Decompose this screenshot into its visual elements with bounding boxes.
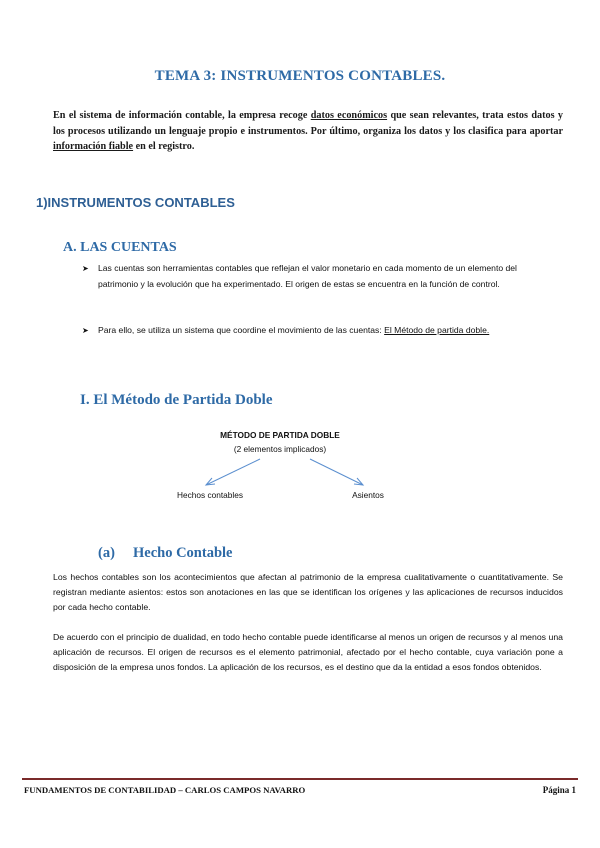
intro-link-datos: datos económicos: [310, 110, 388, 121]
diagram-subtitle: (2 elementos implicados): [233, 444, 327, 454]
section-heading-1: 1)INSTRUMENTOS CONTABLES: [36, 195, 235, 210]
footer-author: FUNDAMENTOS DE CONTABILIDAD – CARLOS CAMPOS NAVARRO: [24, 785, 306, 795]
intro-link-informacion: información fiable: [53, 141, 134, 152]
diagram-arrows: [190, 456, 380, 490]
intro-text-2: que sean relevantes, trata estos datos y los procesos utilizando un lenguaje propio e instrumentos. Por último, organiza los datos y los clasifica para aportar: [53, 110, 563, 137]
left-arrow-line: [206, 459, 260, 485]
arrow-bullet-icon: ➤: [82, 264, 89, 273]
intro-text-1: En el sistema de información contable, la empresa recoge: [53, 110, 311, 121]
arrow-bullet-icon: ➤: [82, 326, 89, 335]
section-heading-i: I. El Método de Partida Doble: [80, 392, 273, 408]
section-heading-a: A. LAS CUENTAS: [63, 240, 177, 255]
diagram-title: MÉTODO DE PARTIDA DOBLE: [220, 430, 340, 440]
bullet-text-part: Para ello, se utiliza un sistema que coordine el movimiento de las cuentas:: [98, 325, 385, 335]
bullet-item: [82, 323, 522, 339]
subsection-heading: [98, 545, 232, 562]
paragraph: Los hechos contables son los acontecimientos que afectan al patrimonio de la empresa cualitativamente o cuantitativamente. Se registran mediante asientos: estos son anotaciones en las que se identifican los orígenes y las aplicaciones de recursos inducidos por cada hecho contable.: [53, 572, 563, 613]
document-title: TEMA 3: INSTRUMENTOS CONTABLES.: [154, 68, 446, 84]
intro-paragraph: [53, 108, 563, 155]
bullet-text: Las cuentas son herramientas contables que reflejan el valor monetario en cada momento de un elemento del patrimonio y la evolución que ha experimentado. El origen de estas se encuentra en la función de control.: [98, 263, 517, 289]
bullet-text: [98, 323, 522, 339]
subsection-number: (a): [98, 545, 115, 561]
intro-text-3: en el registro.: [133, 141, 195, 152]
bullet-link-metodo: El Método de partida doble.: [384, 325, 490, 335]
page-number: Página 1: [542, 785, 576, 795]
footer-rule: [22, 778, 578, 780]
paragraph: De acuerdo con el principio de dualidad, en todo hecho contable puede identificarse al menos un origen de recursos y al menos una aplicación de recursos. El origen de recursos es el elemento patrimonial, afectado por el hecho contable, cuya variación pone a disposición de la empresa unos fondos. La aplicación de los recursos, es el destino que da la entidad a esos fondos obtenidos.: [53, 632, 563, 673]
diagram-right-node: Asientos: [352, 490, 384, 500]
bullet-item: [82, 261, 522, 292]
diagram-left-node: Hechos contables: [177, 490, 243, 500]
subsection-title: Hecho Contable: [133, 545, 233, 561]
right-arrow-line: [310, 459, 363, 485]
